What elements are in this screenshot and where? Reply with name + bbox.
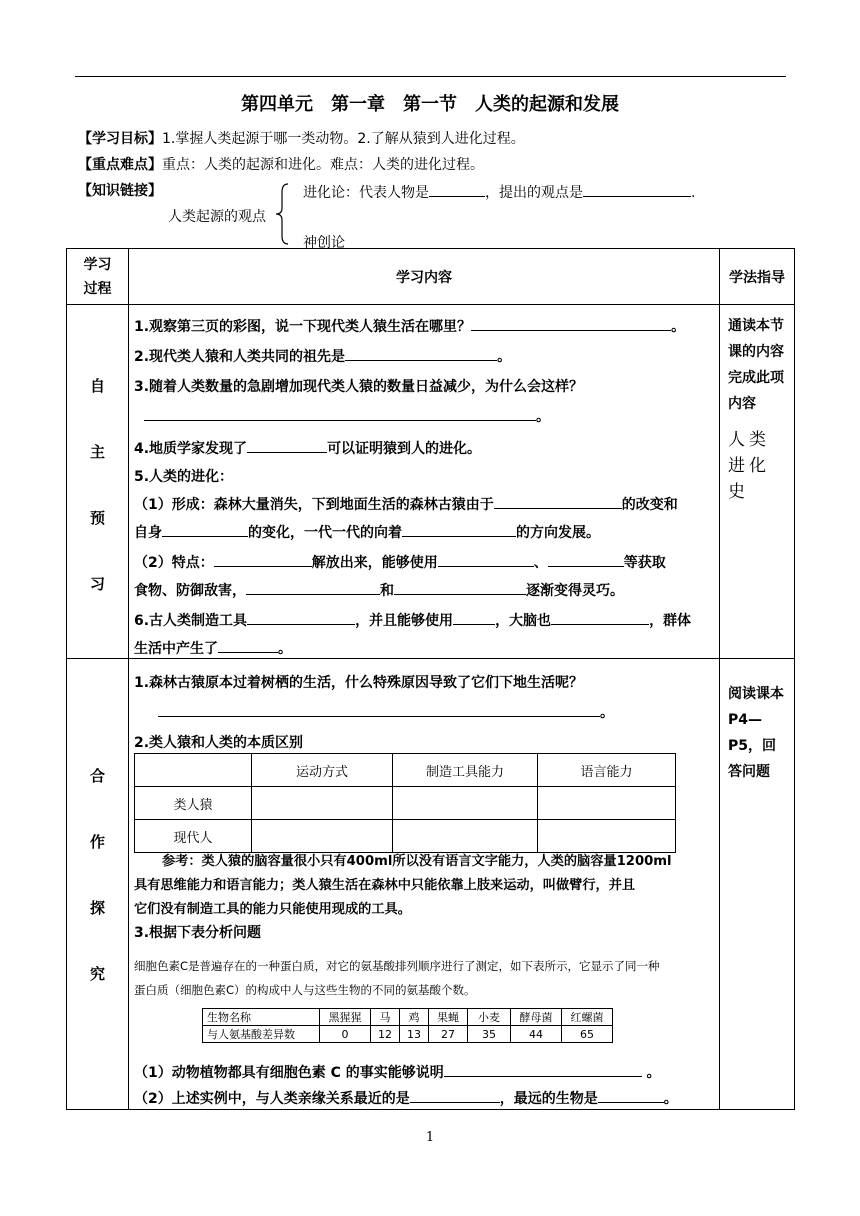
blank[interactable]: [494, 494, 622, 509]
blank[interactable]: [214, 552, 312, 567]
blank[interactable]: [598, 1088, 664, 1103]
header-method: 学法指导: [720, 249, 795, 305]
table-row: 类人猿: [135, 787, 676, 820]
table-row: 与人氨基酸差异数 0 12 13 27 35 44 65: [203, 1026, 613, 1043]
preview-q5-2: （2）特点： 解放出来，能够使用 、 等获取: [134, 552, 666, 572]
blank[interactable]: [438, 552, 534, 567]
preview-q4: 4.地质学家发现了 可以证明猿到人的进化。: [134, 438, 481, 458]
cytochrome-note-2: 蛋白质（细胞色素C）的构成中人与这些生物的不同的氨基酸个数。: [134, 983, 476, 997]
cooperate-q2: 2.类人猿和人类的本质区别: [134, 735, 304, 751]
reference-line-1: 参考：类人猿的脑容量很小只有400ml所以没有语言文字能力，人类的脑容量1200ml: [162, 854, 672, 869]
preview-q6-cont: 生活中产生了 。: [134, 638, 292, 658]
blank[interactable]: [144, 406, 536, 421]
blank[interactable]: [429, 182, 485, 197]
creationism: 神创论: [303, 235, 345, 251]
header-content: 学习内容: [129, 249, 720, 305]
blank[interactable]: [410, 1088, 500, 1103]
preview-lines: [68, 304, 728, 658]
cytochrome-table: [202, 1008, 613, 1043]
blank[interactable]: [162, 522, 248, 537]
table-row: 现代人: [135, 820, 676, 853]
cooperate-label: 合 作 探 究: [67, 659, 129, 1110]
learning-goals: 【学习目标】1.掌握人类起源于哪一类动物。2.了解从猿到人进化过程。: [78, 131, 525, 147]
cooperate-q1: 1.森林古猿原本过着树栖的生活，什么特殊原因导致了它们下地生活呢？: [134, 675, 584, 691]
table-row: 运动方式 制造工具能力 语言能力: [135, 754, 676, 787]
reference-line-2: 具有思维能力和语言能力；类人猿生活在森林中只能依靠上肢来运动，叫做臂行，并且: [134, 878, 636, 893]
blank[interactable]: [402, 522, 516, 537]
blank[interactable]: [218, 638, 278, 653]
cytochrome-note-1: 细胞色素C是普遍存在的一种蛋白质，对它的氨基酸排列顺序进行了测定，如下表所示，它显示了同一种: [134, 959, 660, 973]
cooperate-q3-1: （1）动物植物都具有细胞色素 C 的事实能够说明 。: [134, 1062, 661, 1082]
blank[interactable]: [453, 610, 495, 625]
blank[interactable]: [551, 610, 649, 625]
evolution-theory: 进化论：代表人物是 ，提出的观点是 .: [303, 182, 695, 202]
blank[interactable]: [444, 1062, 642, 1077]
cooperate-q1-answer: 。: [158, 702, 614, 722]
cooperate-method: 阅读课本P4—P5，回答问题: [720, 659, 795, 1110]
cooperate-q3-2: （2）上述实例中，与人类亲缘关系最近的是 ，最远的生物是 。: [134, 1088, 678, 1108]
table-row: 生物名称 黑猩猩 马 鸡 果蝇 小麦 酵母菌 红螺菌: [203, 1009, 613, 1026]
page-number: 1: [425, 1130, 435, 1145]
preview-q2: 2.现代类人猿和人类共同的祖先是 。: [134, 346, 511, 366]
page-title: 第四单元 第一章 第一节 人类的起源和发展: [241, 94, 619, 115]
blank[interactable]: [345, 346, 497, 361]
preview-q5-2-cont: 食物、防御敌害， 和 逐渐变得灵巧。: [134, 580, 624, 600]
preview-q5-1-cont: 自身 的变化，一代一代的向着 的方向发展。: [134, 522, 600, 542]
cooperate-lines-2: [68, 848, 728, 1111]
header-process: 学习 过程: [67, 249, 129, 305]
header-rule: [75, 76, 786, 77]
preview-q5-1: （1）形成：森林大量消失，下到地面生活的森林古猿由于 的改变和: [134, 494, 678, 514]
brace-icon: [272, 182, 292, 246]
preview-q5: 5.人类的进化：: [134, 469, 234, 485]
preview-q1: 1.观察第三页的彩图，说一下现代类人猿生活在哪里？ 。: [134, 316, 685, 336]
preview-label: 自 主 预 习: [67, 305, 129, 659]
blank[interactable]: [158, 702, 600, 717]
blank[interactable]: [548, 552, 624, 567]
knowledge-label: 【知识链接】: [78, 183, 162, 199]
preview-method: 通读本节课的内容完成此项内容 人类进化史: [720, 305, 795, 659]
cooperate-q3: 3.根据下表分析问题: [134, 925, 262, 941]
blank[interactable]: [247, 610, 355, 625]
key-points: 【重点难点】重点：人类的起源和进化。难点：人类的进化过程。: [78, 157, 484, 173]
blank[interactable]: [583, 182, 691, 197]
blank[interactable]: [394, 580, 526, 595]
blank[interactable]: [247, 438, 327, 453]
reference-line-3: 它们没有制造工具的能力只能使用现成的工具。: [134, 902, 411, 917]
blank[interactable]: [246, 580, 380, 595]
preview-q3: 3.随着人类数量的急剧增加现代类人猿的数量日益减少，为什么会这样？: [134, 379, 584, 395]
origin-views: 人类起源的观点: [168, 209, 266, 225]
comparison-table: [134, 753, 676, 853]
blank[interactable]: [471, 316, 671, 331]
table-header-row: [67, 249, 795, 305]
preview-q3-answer: 。: [144, 406, 550, 426]
preview-q6: 6.古人类制造工具 ，并且能够使用 ，大脑也 ，群体: [134, 610, 691, 630]
